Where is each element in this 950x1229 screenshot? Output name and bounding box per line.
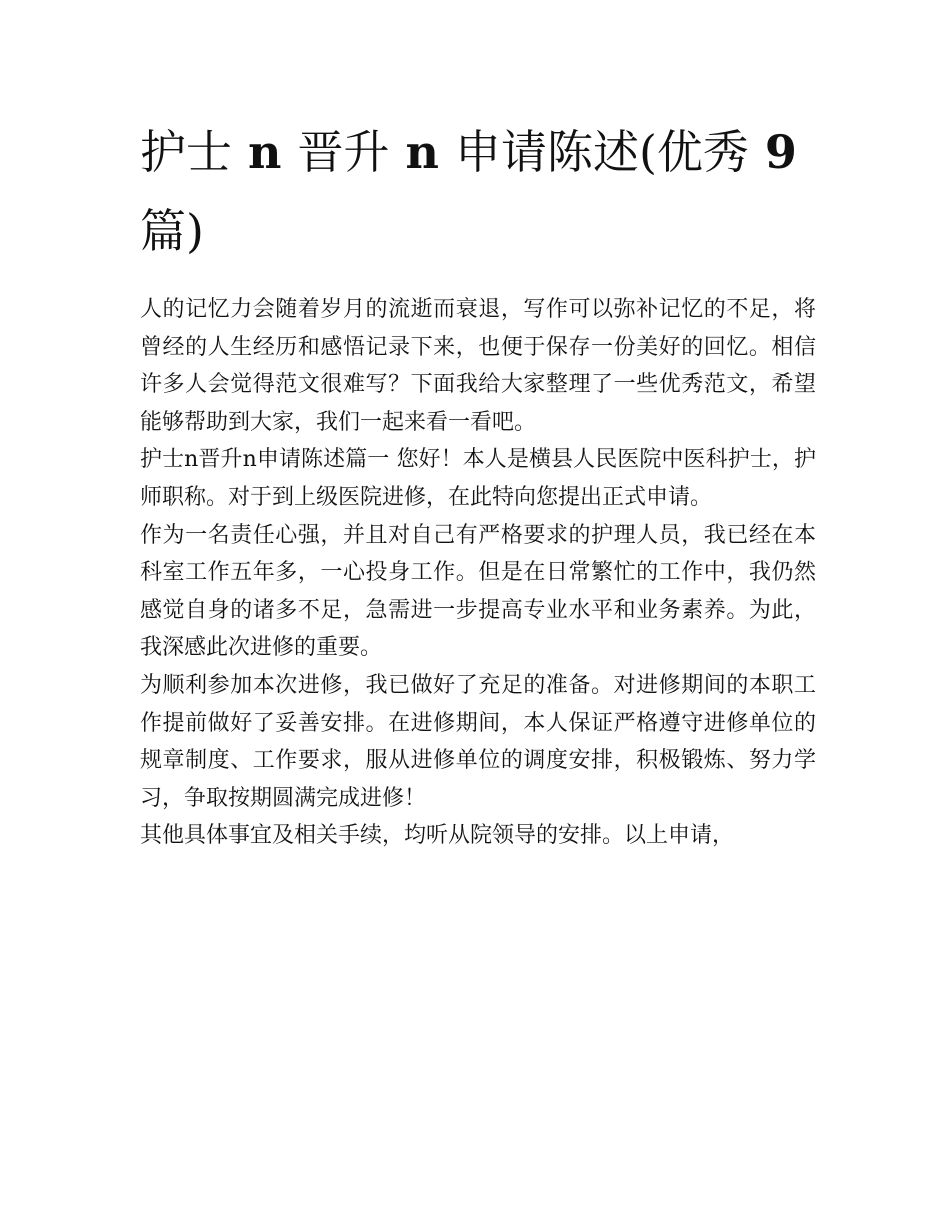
document-page	[140, 113, 816, 855]
paragraph-closing: 其他具体事宜及相关手续，均听从院领导的安排。以上申请，	[140, 823, 735, 849]
paragraph-intro: 人的记忆力会随着岁月的流逝而衰退，写作可以弥补记忆的不足，将曾经的人生经历和感悟记录下来，也便于保存一份美好的回忆。相信许多人会觉得范文很难写？下面我给大家整理了一些优秀范文，希望能够帮助到大家，我们一起来看一看吧。	[140, 297, 816, 435]
paragraph-preparation: 为顺利参加本次进修，我已做好了充足的准备。对进修期间的本职工作提前做好了妥善安排。在进修期间，本人保证严格遵守进修单位的规章制度、工作要求，服从进修单位的调度安排，积极锻炼、努力学习，争取按期圆满完成进修！	[140, 672, 816, 811]
document-title: 护士 n 晋升 n 申请陈述(优秀 9 篇)	[140, 125, 797, 258]
paragraph-motivation: 作为一名责任心强，并且对自己有严格要求的护理人员，我已经在本科室工作五年多，一心投身工作。但是在日常繁忙的工作中，我仍然感觉自身的诸多不足，急需进一步提高专业水平和业务素养。为此，我深感此次进修的重要。	[140, 522, 816, 661]
paragraph-article-1-opening: 护士n晋升n申请陈述篇一 您好！本人是横县人民医院中医科护士，护师职称。对于到上级医院进修，在此特向您提出正式申请。	[140, 447, 816, 510]
